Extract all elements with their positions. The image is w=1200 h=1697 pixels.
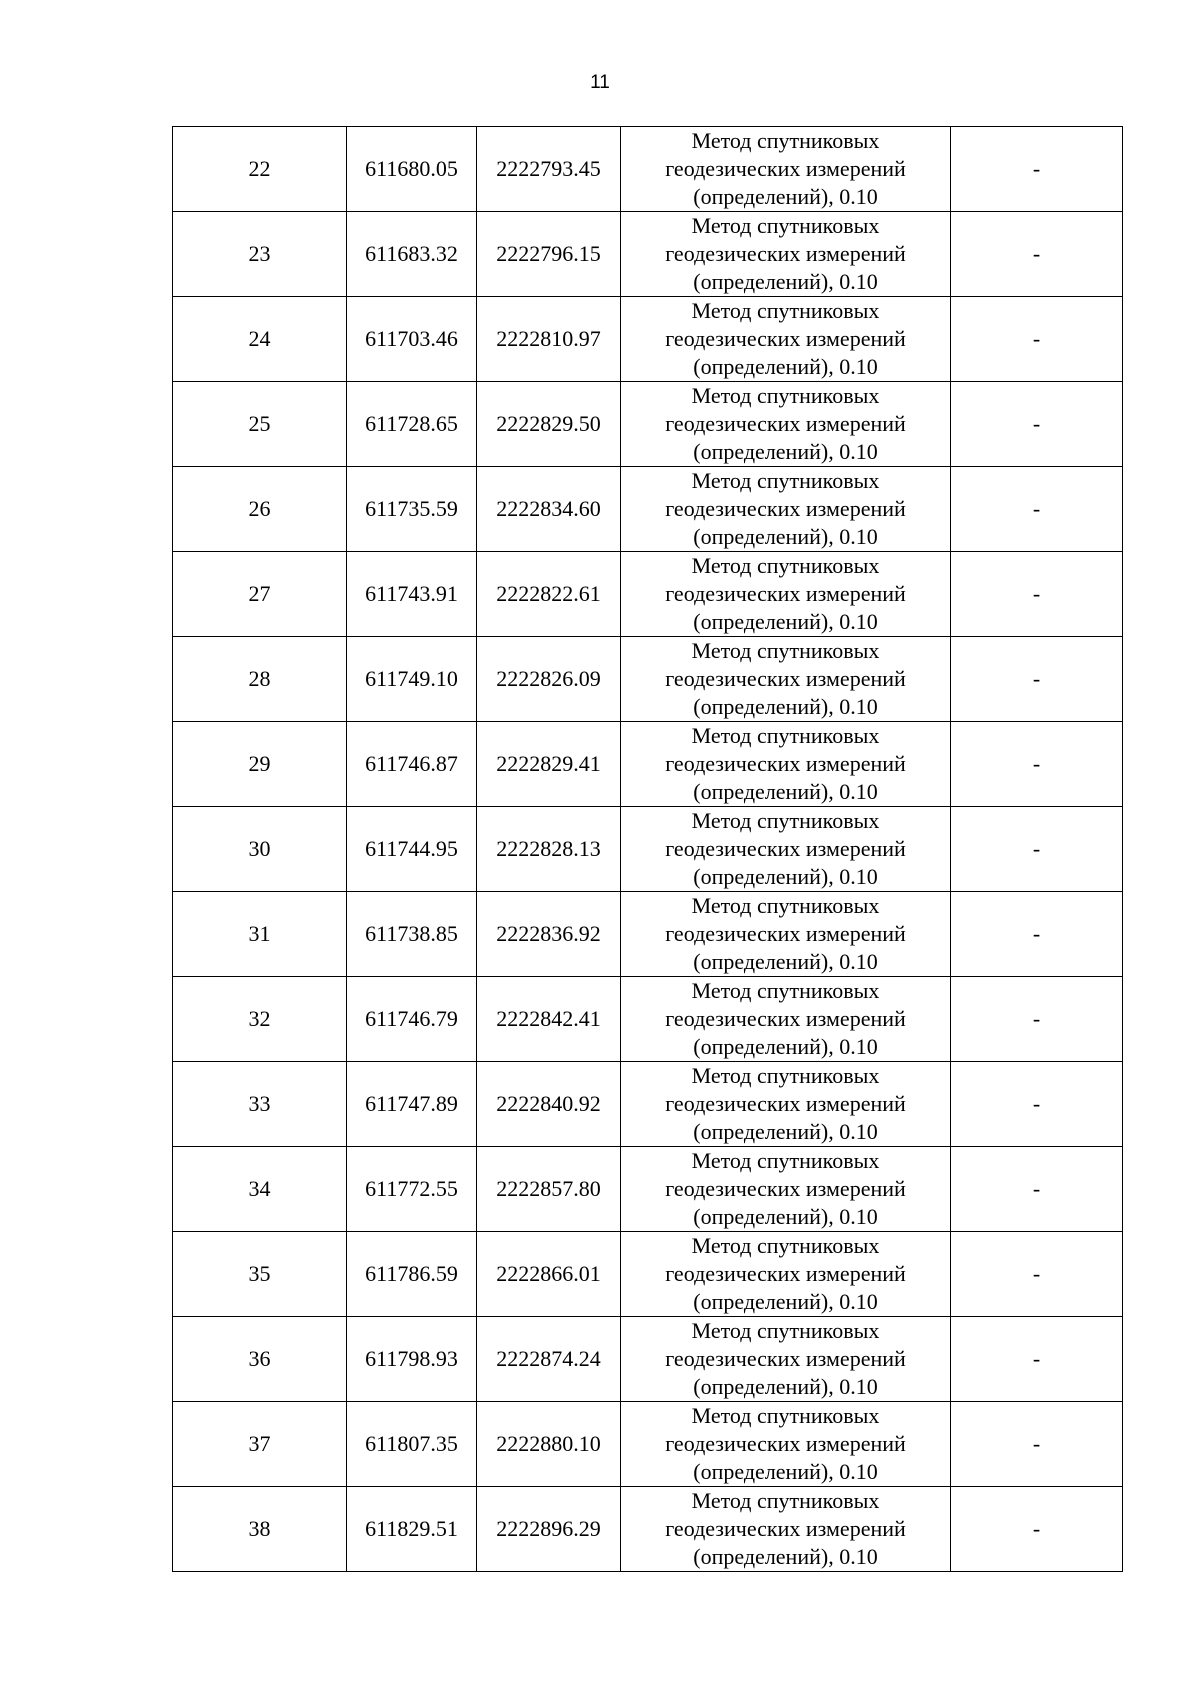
note-cell: - (951, 297, 1123, 382)
coordinate-x-cell: 611703.46 (347, 297, 477, 382)
method-text-line: геодезических измерений (665, 581, 906, 606)
coordinate-y-cell: 2222822.61 (477, 552, 621, 637)
method-cell (621, 1402, 951, 1487)
method-text-line: Метод спутниковых (691, 128, 880, 153)
point-number-cell: 35 (173, 1232, 347, 1317)
note-cell: - (951, 467, 1123, 552)
method-text-line: Метод спутниковых (691, 638, 880, 663)
method-cell (621, 1232, 951, 1317)
coordinate-x-cell: 611829.51 (347, 1487, 477, 1572)
table-row (173, 212, 1123, 297)
coordinate-y-cell: 2222796.15 (477, 212, 621, 297)
coordinate-x-cell: 611746.79 (347, 977, 477, 1062)
note-cell: - (951, 977, 1123, 1062)
table-row (173, 1062, 1123, 1147)
method-text-line: Метод спутниковых (691, 1403, 880, 1428)
table-row (173, 1147, 1123, 1232)
method-text-line: геодезических измерений (665, 1006, 906, 1031)
coordinates-table (172, 126, 1123, 1572)
method-text-line: геодезических измерений (665, 1091, 906, 1116)
point-number-cell: 29 (173, 722, 347, 807)
method-text-line: (определений), 0.10 (693, 524, 878, 549)
coordinate-y-cell: 2222842.41 (477, 977, 621, 1062)
point-number-cell: 22 (173, 127, 347, 212)
method-text-line: Метод спутниковых (691, 1063, 880, 1088)
method-text-line: (определений), 0.10 (693, 269, 878, 294)
note-cell: - (951, 382, 1123, 467)
method-text-line: (определений), 0.10 (693, 1374, 878, 1399)
table-row (173, 467, 1123, 552)
coordinate-y-cell: 2222866.01 (477, 1232, 621, 1317)
note-cell: - (951, 1147, 1123, 1232)
coordinate-x-cell: 611747.89 (347, 1062, 477, 1147)
method-text-line: геодезических измерений (665, 1176, 906, 1201)
point-number-cell: 23 (173, 212, 347, 297)
method-text-line: геодезических измерений (665, 496, 906, 521)
method-text-line: Метод спутниковых (691, 298, 880, 323)
method-text-line: (определений), 0.10 (693, 694, 878, 719)
coordinate-y-cell: 2222857.80 (477, 1147, 621, 1232)
table-row (173, 1487, 1123, 1572)
method-text-line: (определений), 0.10 (693, 1459, 878, 1484)
note-cell: - (951, 637, 1123, 722)
method-cell (621, 1062, 951, 1147)
method-text-line: Метод спутниковых (691, 723, 880, 748)
page-number: 11 (590, 72, 610, 93)
point-number-cell: 24 (173, 297, 347, 382)
coordinate-y-cell: 2222840.92 (477, 1062, 621, 1147)
method-text-line: Метод спутниковых (691, 893, 880, 918)
method-text-line: геодезических измерений (665, 666, 906, 691)
coordinate-x-cell: 611680.05 (347, 127, 477, 212)
table-row (173, 552, 1123, 637)
method-text-line: геодезических измерений (665, 751, 906, 776)
method-text-line: геодезических измерений (665, 1346, 906, 1371)
method-text-line: Метод спутниковых (691, 468, 880, 493)
point-number-cell: 34 (173, 1147, 347, 1232)
method-text-line: (определений), 0.10 (693, 184, 878, 209)
point-number-cell: 32 (173, 977, 347, 1062)
table-row (173, 297, 1123, 382)
coordinates-table-body (173, 127, 1123, 1572)
method-text-line: геодезических измерений (665, 241, 906, 266)
coordinate-x-cell: 611744.95 (347, 807, 477, 892)
note-cell: - (951, 1317, 1123, 1402)
method-cell (621, 1487, 951, 1572)
method-text-line: (определений), 0.10 (693, 439, 878, 464)
note-cell: - (951, 1062, 1123, 1147)
method-text-line: геодезических измерений (665, 836, 906, 861)
method-text-line: Метод спутниковых (691, 1233, 880, 1258)
method-text-line: Метод спутниковых (691, 808, 880, 833)
coordinate-y-cell: 2222896.29 (477, 1487, 621, 1572)
note-cell: - (951, 1487, 1123, 1572)
coordinate-y-cell: 2222829.50 (477, 382, 621, 467)
point-number-cell: 25 (173, 382, 347, 467)
method-text-line: Метод спутниковых (691, 978, 880, 1003)
table-row (173, 892, 1123, 977)
method-cell (621, 552, 951, 637)
coordinate-x-cell: 611772.55 (347, 1147, 477, 1232)
method-cell (621, 212, 951, 297)
point-number-cell: 37 (173, 1402, 347, 1487)
table-row (173, 637, 1123, 722)
coordinate-x-cell: 611728.65 (347, 382, 477, 467)
method-text-line: (определений), 0.10 (693, 1119, 878, 1144)
coordinate-y-cell: 2222826.09 (477, 637, 621, 722)
method-text-line: (определений), 0.10 (693, 1034, 878, 1059)
method-text-line: (определений), 0.10 (693, 609, 878, 634)
note-cell: - (951, 1232, 1123, 1317)
coordinate-x-cell: 611746.87 (347, 722, 477, 807)
coordinate-y-cell: 2222829.41 (477, 722, 621, 807)
point-number-cell: 33 (173, 1062, 347, 1147)
method-text-line: (определений), 0.10 (693, 864, 878, 889)
method-cell (621, 892, 951, 977)
method-text-line: Метод спутниковых (691, 213, 880, 238)
method-text-line: (определений), 0.10 (693, 354, 878, 379)
point-number-cell: 38 (173, 1487, 347, 1572)
table-row (173, 127, 1123, 212)
coordinate-y-cell: 2222810.97 (477, 297, 621, 382)
point-number-cell: 30 (173, 807, 347, 892)
point-number-cell: 26 (173, 467, 347, 552)
method-text-line: геодезических измерений (665, 921, 906, 946)
method-text-line: Метод спутниковых (691, 383, 880, 408)
note-cell: - (951, 722, 1123, 807)
coordinate-x-cell: 611743.91 (347, 552, 477, 637)
method-text-line: геодезических измерений (665, 411, 906, 436)
coordinate-x-cell: 611735.59 (347, 467, 477, 552)
note-cell: - (951, 892, 1123, 977)
coordinate-y-cell: 2222834.60 (477, 467, 621, 552)
method-text-line: геодезических измерений (665, 1261, 906, 1286)
coordinate-y-cell: 2222880.10 (477, 1402, 621, 1487)
note-cell: - (951, 552, 1123, 637)
note-cell: - (951, 127, 1123, 212)
table-row (173, 722, 1123, 807)
method-cell (621, 722, 951, 807)
table-row (173, 977, 1123, 1062)
method-cell (621, 1147, 951, 1232)
method-text-line: (определений), 0.10 (693, 779, 878, 804)
method-text-line: геодезических измерений (665, 156, 906, 181)
method-text-line: (определений), 0.10 (693, 1204, 878, 1229)
method-text-line: Метод спутниковых (691, 1148, 880, 1173)
coordinate-y-cell: 2222836.92 (477, 892, 621, 977)
coordinate-y-cell: 2222828.13 (477, 807, 621, 892)
method-text-line: Метод спутниковых (691, 1488, 880, 1513)
method-text-line: геодезических измерений (665, 1516, 906, 1541)
method-text-line: геодезических измерений (665, 1431, 906, 1456)
method-text-line: (определений), 0.10 (693, 1289, 878, 1314)
coordinate-y-cell: 2222874.24 (477, 1317, 621, 1402)
table-row (173, 807, 1123, 892)
method-cell (621, 637, 951, 722)
method-cell (621, 1317, 951, 1402)
note-cell: - (951, 212, 1123, 297)
method-text-line: (определений), 0.10 (693, 949, 878, 974)
method-cell (621, 467, 951, 552)
method-cell (621, 297, 951, 382)
coordinate-x-cell: 611683.32 (347, 212, 477, 297)
point-number-cell: 36 (173, 1317, 347, 1402)
method-cell (621, 977, 951, 1062)
table-row (173, 1232, 1123, 1317)
coordinate-x-cell: 611786.59 (347, 1232, 477, 1317)
coordinate-x-cell: 611807.35 (347, 1402, 477, 1487)
table-row (173, 1317, 1123, 1402)
coordinate-y-cell: 2222793.45 (477, 127, 621, 212)
method-text-line: геодезических измерений (665, 326, 906, 351)
method-text-line: (определений), 0.10 (693, 1544, 878, 1569)
method-cell (621, 382, 951, 467)
point-number-cell: 27 (173, 552, 347, 637)
table-row (173, 382, 1123, 467)
method-text-line: Метод спутниковых (691, 1318, 880, 1343)
method-cell (621, 807, 951, 892)
table-row (173, 1402, 1123, 1487)
point-number-cell: 31 (173, 892, 347, 977)
coordinate-x-cell: 611738.85 (347, 892, 477, 977)
note-cell: - (951, 1402, 1123, 1487)
method-cell (621, 127, 951, 212)
coordinate-x-cell: 611749.10 (347, 637, 477, 722)
point-number-cell: 28 (173, 637, 347, 722)
note-cell: - (951, 807, 1123, 892)
method-text-line: Метод спутниковых (691, 553, 880, 578)
coordinate-x-cell: 611798.93 (347, 1317, 477, 1402)
